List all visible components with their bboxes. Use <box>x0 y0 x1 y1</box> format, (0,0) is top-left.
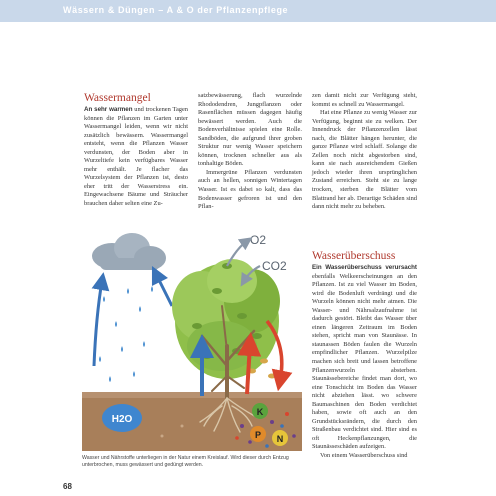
o2-label: O2 <box>250 233 267 247</box>
figure-caption: Wasser und Nährstoffe unterliegen in der Natur einem Kreislauf. Wird dieser durch Entzug unterbrochen, muss gewässert und gedüngt werden. <box>82 455 289 468</box>
h2o-label: H2O <box>111 414 133 425</box>
soil-surface <box>82 392 302 398</box>
co2-label: CO2 <box>262 259 287 273</box>
evaporation-arrow-right <box>156 274 172 306</box>
column-2 <box>198 92 302 212</box>
paragraph-immergruen: Immergrüne Pflanzen verdunsten auch an hellen, sonnigen Wintertagen Wasser. Ist es dabei so kalt, dass das Bodenwasser gefroren ist und den Pflan- <box>198 168 302 211</box>
paragraph-bewaesserung: satzbewässerung, flach wurzelnde Rhododendren, Jungpflanzen oder Rasenflächen müssen dagegen häufig bewässert werden. Auch die Bodenverhältnisse spielen eine Rolle. Sandböden, die aufgrund ihrer groben Struktur nur wenig Wasser speichern können, trocknen schneller aus als tonhaltige Böden. <box>198 92 302 168</box>
nutrient-n-badge <box>272 430 288 446</box>
water-cycle-illustration <box>82 226 302 451</box>
column-1 <box>84 92 188 209</box>
paragraph-verfuegung: zen damit nicht zur Verfügung steht, kommt es schnell zu Wassermangel. <box>312 92 417 108</box>
nutrient-n-label: N <box>276 434 284 444</box>
h2o-badge <box>102 404 142 432</box>
paragraph-von-einem: Von einem Wasserüberschuss sind <box>320 452 408 460</box>
nutrient-p-badge <box>250 426 266 442</box>
paragraph-welken: Hat eine Pflanze zu wenig Wasser zur Verfügung, beginnt sie zu welken. Der Innendruck der Pflanzenzellen lässt nach, die Blätter hängen herunter, die ganze Pflanze wird schlaff. Solange die Zellen noch nicht abgestorben sind, kann sie nach ausreichendem Gießen jedoch wieder ihren ursprünglichen Zustand erreichen. Steht sie zu lange trocken, sterben die Blätter vom Blattrand her ab. Derartige Schäden sind dann nicht mehr zu beheben. <box>312 109 417 211</box>
chapter-title: Wässern & Düngen – A & O der Pflanzenpflege <box>63 5 289 15</box>
heading-wasserueberschuss: Wasserüberschuss <box>312 250 396 262</box>
nutrient-k-badge <box>252 403 268 419</box>
lead-in-text: Ein Wasserüberschuss verursacht <box>312 264 417 271</box>
cloud-icon <box>92 233 166 270</box>
column-3-bottom <box>312 250 417 461</box>
header-band <box>0 0 496 22</box>
lead-in-text: An sehr warmen <box>84 106 133 113</box>
paragraph-wasserueberschuss <box>312 264 417 452</box>
body-text: ebenfalls Welkeerscheinungen an den Pflanzen. Ist zu viel Wasser im Boden, wird die Bodenluft verdrängt und die Wurzeln können nicht mehr atmen. Die Wasser- und Nährsalzaufnahme ist dadurch gestört. Bleibt das Wasser über einen längeren Zeitraum im Boden stehen, spricht man von Staunässe. In staunassen Böden faulen die Wurzeln empfindlicher Pflanzen. Wurzelpilze machen sich breit und lassen betroffene Pflanzenwurzeln absterben. Staunässebereiche findet man dort, wo eine Tonschicht im Boden das Wasser nicht abziehen lässt. wo schwere Baumaschinen den Boden verdichtet haben, sowie oft auch an den Grundstücksrändern, die durch den Straßenbau verdichtet sind. Hier sind es oft Heckenpflanzungen, die Staunässeschäden aufzeigen. <box>312 272 417 451</box>
rain-drops <box>99 286 153 382</box>
paragraph-wassermangel <box>84 106 188 209</box>
nutrient-p-label: P <box>254 430 262 440</box>
heading-wassermangel: Wassermangel <box>84 92 151 104</box>
evaporation-arrow-left <box>94 281 102 366</box>
nutrient-k-label: K <box>256 407 264 417</box>
column-3-top <box>312 92 417 212</box>
body-text: und trockenen Tagen können die Pflanzen im Garten unter Wassermangel leiden, wenn wir nicht zusätzlich bewässern. Wassermangel entsteht, wenn die Pflanzen Wasser verdunsten, der Boden aber in Wurzeltiefe kein verfügbares Wasser mehr enthält. Je flacher das Wurzelsystem der Pflanzen ist, desto eher tritt der Wasserstress ein. Eingewachsene Bäume und Sträucher brauchen daher selten eine Zu- <box>84 106 189 208</box>
page-number: 68 <box>63 482 72 491</box>
